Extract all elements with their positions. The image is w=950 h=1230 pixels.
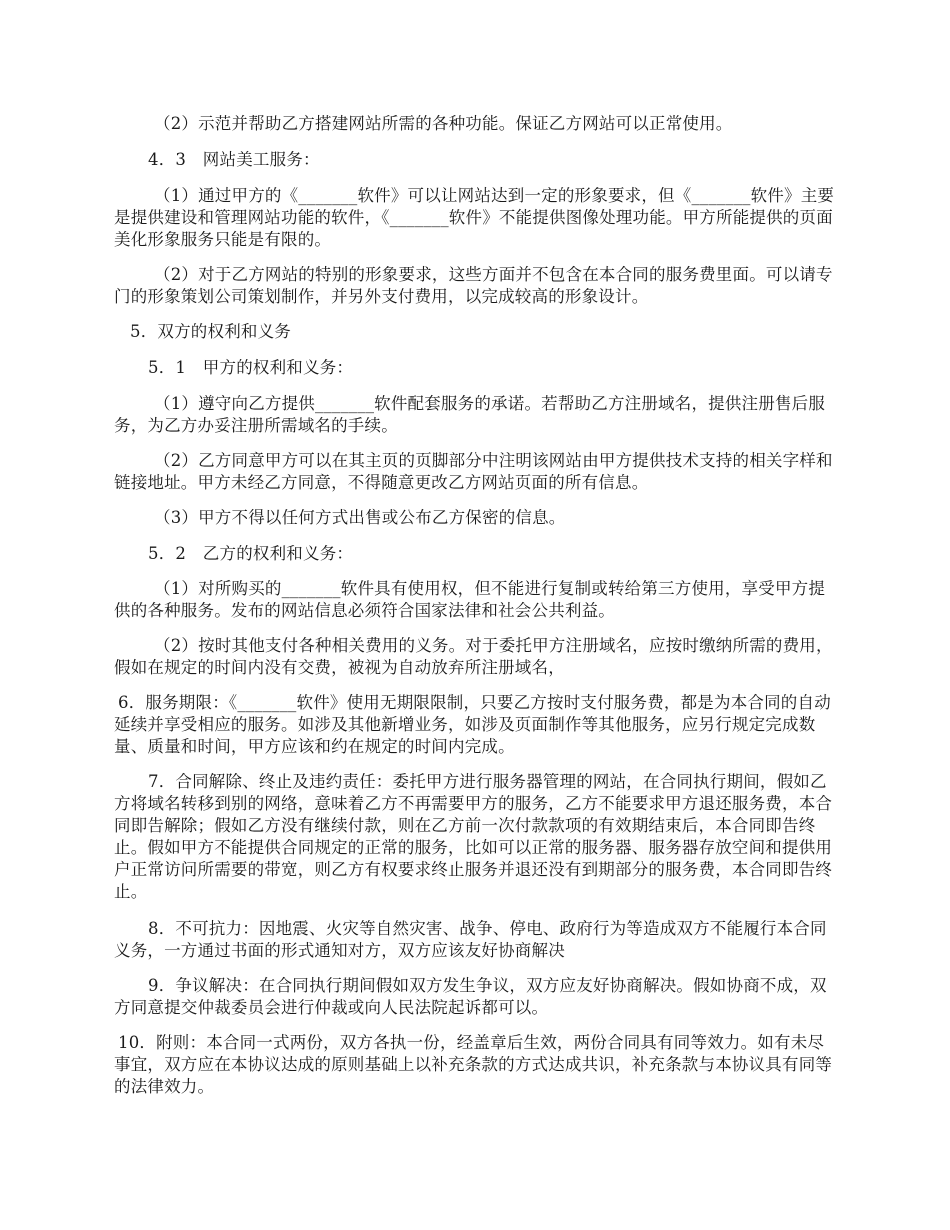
clause-8-force-majeure: 8．不可抗力：因地震、火灾等自然灾害、战争、停电、政府行为等造成双方不能履行本合同义务，一方通过书面的形式通知对方，双方应该友好协商解决 (114, 919, 827, 960)
paragraph-5-1-2: （2）乙方同意甲方可以在其主页的页脚部分中注明该网站由甲方提供技术支持的相关字样和链接地址。甲方未经乙方同意，不得随意更改乙方网站页面的所有信息。 (114, 451, 833, 492)
clause-7-termination: 7．合同解除、终止及违约责任：委托甲方进行服务器管理的网站，在合同执行期间，假如乙方将域名转移到别的网络，意味着乙方不再需要甲方的服务，乙方不能要求甲方退还服务费，本合同即告解除；假如乙方没有继续付款，则在乙方前一次付款款项的有效期结束后，本合同即告终止。假如甲方不能提供合同规定的正常的服务，比如可以正常的服务器、服务器存放空间和提供用户正常访问所需要的带宽，则乙方有权要求终止服务并退还没有到期部分的服务费，本合同即告终止。 (114, 772, 833, 901)
paragraph-5-2-1: （1）对所购买的_______软件具有使用权，但不能进行复制或转给第三方使用，享受甲方提供的各种服务。发布的网站信息必须符合国家法律和社会公共利益。 (114, 579, 826, 620)
heading-5: 5．双方的权利和义务 (130, 322, 291, 341)
clause-9-dispute: 9．争议解决：在合同执行期间假如双方发生争议，双方应友好协商解决。假如协商不成，双方同意提交仲裁委员会进行仲裁或向人民法院起诉都可以。 (114, 976, 827, 1017)
heading-5-1: 5．1 甲方的权利和义务： (148, 358, 354, 377)
paragraph-5-1-1: （1）遵守向乙方提供_______软件配套服务的承诺。若帮助乙方注册域名，提供注册售后服务，为乙方办妥注册所需域名的手续。 (114, 394, 826, 435)
heading-4-3: 4．3 网站美工服务： (148, 150, 320, 169)
clause-10-supplementary: 10．附则：本合同一式两份，双方各执一份，经盖章后生效，两份合同具有同等效力。如有未尽事宜，双方应在本协议达成的原则基础上以补充条款的方式达成共识，补充条款与本协议具有同等的法律效力。 (114, 1033, 833, 1096)
paragraph-5-1-3: （3）甲方不得以任何方式出售或公布乙方保密的信息。 (154, 508, 566, 527)
paragraph-4-2-2: （2）示范并帮助乙方搭建网站所需的各种功能。保证乙方网站可以正常使用。 (154, 114, 733, 133)
heading-5-2: 5．2 乙方的权利和义务： (148, 544, 354, 563)
paragraph-4-3-2: （2）对于乙方网站的特别的形象要求，这些方面并不包含在本合同的服务费里面。可以请专门的形象策划公司策划制作，并另外支付费用，以完成较高的形象设计。 (114, 265, 833, 306)
paragraph-5-2-2: （2）按时其他支付各种相关费用的义务。对于委托甲方注册域名，应按时缴纳所需的费用，假如在规定的时间内没有交费，被视为自动放弃所注册域名， (114, 636, 833, 677)
paragraph-4-3-1: （1）通过甲方的《_______软件》可以让网站达到一定的形象要求，但《_______软件》主要是提供建设和管理网站功能的软件，《_______软件》不能提供图像处理功能。甲方所能提供的页面美化形象服务只能是有限的。 (114, 186, 835, 249)
clause-6-service-term: 6．服务期限：《_______软件》使用无期限限制，只要乙方按时支付服务费，都是为本合同的自动延续并享受相应的服务。如涉及其他新增业务，如涉及页面制作等其他服务，应另行规定完成数量、质量和时间，甲方应该和约在规定的时间内完成。 (114, 693, 831, 756)
